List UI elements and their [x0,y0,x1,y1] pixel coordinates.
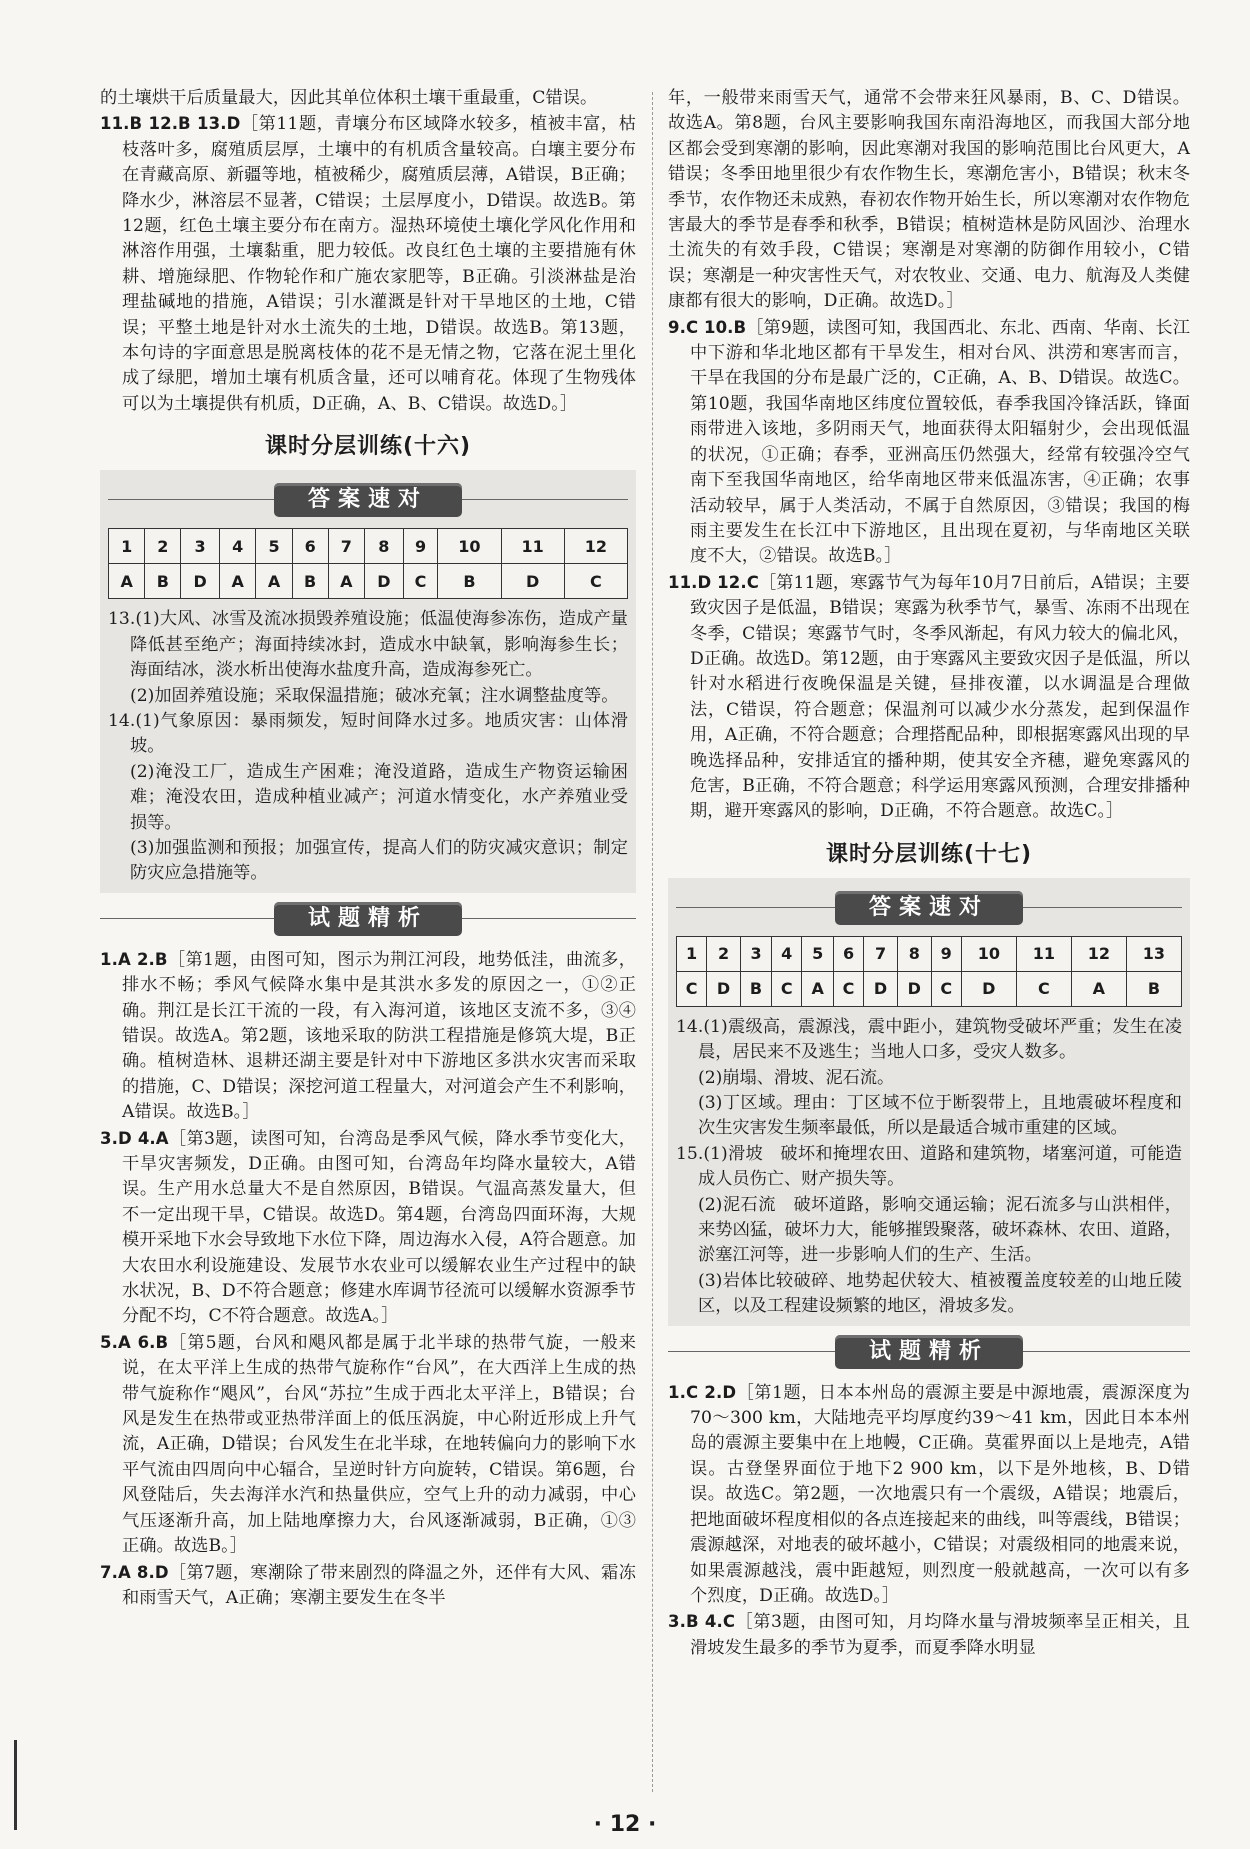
table-cell: 1 [677,936,707,971]
q-text: ［第5题，台风和飓风都是属于北半球的热带气旋，一般来说，在太平洋上生成的热带气旋称作“台风”，在大西洋上生成的热带气旋称作“飓风”，台风“苏拉”生成于西北太平洋上，B错误；台风是发生在热带或亚热带洋面上的低压涡旋，中心附近形成上升气流，A正确，D错误；台风发生在北半球，在地转偏向力的影响下水平气流由四周向中心辐合，呈逆时针方向旋转，C错误。第6题，台风登陆后，失去海洋水汽和热量供应，空气上升的动力减弱，中心气压逐渐升高，加上陆地摩擦力大，台风逐渐减弱，B正确，①③正确。故选B。］ [122,1332,636,1557]
table-cell: C [1016,971,1071,1006]
table-cell: C [833,971,863,1006]
q-text: ［第7题，寒潮除了带来剧烈的降温之外，还伴有大风、霜冻和雨雪天气，A正确；寒潮主要发生在冬半 [122,1562,636,1608]
section-title-16: 课时分层训练(十六) [264,434,472,460]
q-label: 11.B 12.B 13.D [100,114,241,134]
analysis-1-2 [100,947,636,1126]
table-cell: D [364,564,403,599]
q-label: 3.D 4.A [100,1128,169,1148]
page-number: · 12 · [593,1812,657,1837]
table-cell: 8 [897,936,931,971]
analysis-7-8 [100,1560,636,1612]
answer-q14-3: (3)丁区域。理由：丁区域不位于断裂带上，且地震破坏程度和次生灾害发生频率最低，所以是最适合城市重建的区域。 [698,1093,1182,1139]
right-column [668,86,1190,1661]
q-label: 7.A 8.D [100,1562,169,1582]
q-label: 1.C 2.D [668,1382,737,1402]
table-cell: 13 [1126,936,1181,971]
table-cell: 2 [145,529,181,564]
table-cell: 3 [181,529,220,564]
table-cell: C [677,971,707,1006]
table-cell: B [740,971,771,1006]
table-cell: 3 [740,936,771,971]
q-label: 5.A 6.B [100,1332,169,1352]
table-cell: A [109,564,145,599]
answer-q14-3: (3)加强监测和预报；加强宣传，提高人们的防灾减灾意识；制定防灾应急措施等。 [130,837,628,884]
column-divider [652,92,653,1792]
table-cell: 5 [256,529,292,564]
table-cell: B [438,564,501,599]
table-cell: A [328,564,364,599]
answer-q14-1: 14.(1)气象原因：暴雨频发，短时间降水过多。地质灾害：山体滑坡。 [108,710,628,757]
table-cell: 11 [501,529,564,564]
answer-q15-2: (2)泥石流 破坏道路，影响交通运输；泥石流多与山洪相伴，来势凶猛，破坏力大，能够摧毁聚落，破坏森林、农田、道路，淤塞江河等，进一步影响人们的生产、生活。 [698,1194,1182,1266]
analysis-17-1-2 [668,1380,1190,1610]
q-text: ［第1题，日本本州岛的震源主要是中源地震，震源深度为70～300 km，大陆地壳平均厚度约39～41 km，因此日本本州岛的震源主要集中在上地幔，C正确。莫霍界面以上是地壳，A错误。古登堡界面位于地下2 900 km，以下是外地核，B、D错误。故选C。第2题，一次地震只有一个震级，A错误；地震后，把地面破坏程度相似的各点连接起来的曲线，叫等震线，B错误；震源越深，对地表的破坏越小，C错误；对震级相同的地震来说，如果震源越浅，震中距越短，则烈度一般就越高，一次可以有多个烈度，D正确。故选D。］ [690,1382,1190,1606]
banner-label: 试题精析 [274,902,462,936]
table-cell: D [707,971,741,1006]
table-cell: 9 [931,936,961,971]
table-cell: C [564,564,627,599]
table-cell: 7 [328,529,364,564]
banner-label: 试题精析 [835,1335,1023,1369]
q-label: 11.D 12.C [668,572,759,592]
banner-label: 答案速对 [274,483,462,517]
table-cell: C [403,564,438,599]
banner-label: 答案速对 [835,891,1023,925]
answer-q14-1: 14.(1)震级高，震源浅，震中距小，建筑物受破坏严重；发生在凌晨，居民来不及逃生；当地人口多，受灾人数多。 [676,1016,1182,1063]
section-title-17: 课时分层训练(十七) [825,841,1033,867]
answer-block-16 [100,470,636,892]
table-cell: C [772,971,802,1006]
table-cell: 5 [802,936,834,971]
left-column [100,86,636,1611]
table-cell: B [292,564,328,599]
answer-block-17 [668,878,1190,1326]
table-cell: C [931,971,961,1006]
table-cell: 12 [564,529,627,564]
q-label: 1.A 2.B [100,949,168,969]
table-cell: 6 [833,936,863,971]
table-cell: 8 [364,529,403,564]
q-text: ［第11题，寒露节气为每年10月7日前后，A错误；主要致灾因子是低温，B错误；寒露为秋季节气，暴雪、冻雨不出现在冬季，C错误；寒露节气时，冬季风渐起，有风力较大的偏北风，D正确。故选D。第12题，由于寒露风主要致灾因子是低温，所以针对水稻进行夜晚保温是关键，昼排夜灌，以水调温是合理做法，C错误，符合题意；保温剂可以减少水分蒸发，起到保温作用，A正确，不符合题意；合理搭配品种，即根据寒露风出现的早晚选择品种，安排适宜的播种期，使其安全齐穗，避免寒露风的危害，B正确，不符合题意；科学运用寒露风预测，合理安排播种期，避开寒露风的影响，D正确，不符合题意。故选C。］ [690,572,1190,822]
analysis-5-6 [100,1330,636,1560]
answer-q14-2: (2)淹没工厂，造成生产困难；淹没道路，造成生产物资运输困难；淹没农田，造成种植业减产；河道水情变化，水产养殖业受损等。 [130,761,628,833]
answer-q14-2: (2)崩塌、滑坡、泥石流。 [698,1067,895,1088]
analysis-3-4 [100,1126,636,1330]
left-intro-text: 的土壤烘干后质量最大，因此其单位体积土壤干重最重，C错误。 [100,88,598,108]
table-cell: D [181,564,220,599]
answer-q13-1: 13.(1)大风、冰雪及流冰损毁养殖设施；低温使海参冻伤，造成产量降低甚至绝产；海面持续冰封，造成水中缺氧，影响海参生长；海面结冰，淡水析出使海水盐度升高，造成海参死亡。 [108,609,628,681]
table-cell: 1 [109,529,145,564]
table-cell: B [1126,971,1181,1006]
table-cell: 10 [961,936,1016,971]
table-row-numbers [109,529,628,564]
analysis-banner-16 [100,899,636,939]
right-q11-12 [668,570,1190,825]
table-cell: D [897,971,931,1006]
table-cell: A [256,564,292,599]
table-cell: 9 [403,529,438,564]
table-cell: A [220,564,256,599]
right-q9-10 [668,315,1190,570]
q-text: ［第11题，青壤分布区域降水较多，植被丰富，枯枝落叶多，腐殖质层厚，土壤中的有机质含量较高。白壤主要分布在青藏高原、新疆等地，植被稀少，腐殖质层薄，A错误，B正确；降水少，淋溶层不显著，C错误；土层厚度小，D错误。故选B。第12题，红色土壤主要分布在南方。湿热环境使土壤化学风化作用和淋溶作用强，土壤黏重，肥力较低。改良红色土壤的主要措施有休耕、增施绿肥、作物轮作和广施农家肥等，B正确。引淡淋盐是治理盐碱地的措施，A错误；引水灌溉是针对干旱地区的土地，C错误；平整土地是针对水土流失的土地，D错误。故选B。第13题，本句诗的字面意思是脱离枝体的花不是无情之物，它落在泥土里化成了绿肥，增加土壤有机质含量，还可以哺育花。体现了生物残体可以为土壤提供有机质，D正确，A、B、C错误。故选D。］ [122,114,636,414]
table-cell: B [145,564,181,599]
table-cell: 4 [220,529,256,564]
analysis-banner-17 [668,1332,1190,1372]
table-cell: 7 [864,936,898,971]
answer-table-17 [676,936,1182,1007]
table-cell: 12 [1071,936,1126,971]
table-cell: 10 [438,529,501,564]
analysis-17-3-4 [668,1609,1190,1661]
table-row-answers [677,971,1182,1006]
answer-q13-2: (2)加固养殖设施；采取保温措施；破冰充氧；注水调整盐度等。 [130,685,619,706]
table-row-answers [109,564,628,599]
q-text: ［第1题，由图可知，图示为荆江河段，地势低洼，曲流多，排水不畅；季风气候降水集中是其洪水多发的原因之一，①②正确。荆江是长江干流的一段，有入海河道，该地区支流不多，③④错误。故选A。第2题，该地采取的防洪工程措施是修筑大堤，B正确。植树造林、退耕还湖主要是针对中下游地区多洪水灾害而采取的措施，C、D错误；深挖河道工程量大，对河道会产生不利影响，A错误。故选B。］ [122,949,637,1123]
q-text: ［第3题，读图可知，台湾岛是季风气候，降水季节变化大，干旱灾害频发，D正确。由图可知，台湾岛年均降水量较大，A错误。生产用水总量大不是自然原因，B错误。气温高蒸发量大，但不一定出现干旱，C错误。故选D。第4题，台湾岛四面环海，大规模开采地下水会导致地下水位下降，周边海水入侵，A符合题意。加大农田水利设施建设、发展节水农业可以缓解农业生产过程中的缺水状况，B、D不符合题意；修建水库调节径流可以缓解水资源季节分配不均，C不符合题意。故选A。］ [122,1128,636,1327]
table-cell: D [864,971,898,1006]
answers-banner-17 [676,888,1182,928]
q-text: ［第9题，读图可知，我国西北、东北、西南、华南、长江中下游和华北地区都有干旱发生，相对台风、洪涝和寒害而言，干旱在我国的分布是最广泛的，C正确，A、B、D错误。故选C。第10题，我国华南地区纬度位置较低，春季我国冷锋活跃，锋面雨带进入该地，多阴雨天气，地面获得太阳辐射少，会出现低温的状况，①正确；春季，亚洲高压仍然强大，经常有较强冷空气南下至我国华南地区，给华南地区带来低温冻害，④正确；农事活动较早，属于人类活动，不属于自然原因，③错误；我国的梅雨主要发生在长江中下游地区，且出现在夏初，与华南地区关联度不大，②错误。故选B。］ [690,317,1190,567]
table-cell: 6 [292,529,328,564]
table-cell: D [961,971,1016,1006]
table-cell: 4 [772,936,802,971]
table-cell: A [1071,971,1126,1006]
answer-q15-3: (3)岩体比较破碎、地势起伏较大、植被覆盖度较差的山地丘陵区，以及工程建设频繁的地区，滑坡多发。 [698,1270,1182,1317]
table-cell: 2 [707,936,741,971]
q-label: 9.C 10.B [668,317,747,337]
table-cell: A [802,971,834,1006]
answers-banner-16 [108,480,628,520]
table-cell: 11 [1016,936,1071,971]
left-q11-13 [100,111,636,417]
answer-table-16 [108,528,628,599]
q-text: ［第3题，由图可知，月均降水量与滑坡频率呈正相关，且滑坡发生最多的季节为夏季，而夏季降水明显 [690,1612,1190,1658]
right-intro-text: 年，一般带来雨雪天气，通常不会带来狂风暴雨，B、C、D错误。故选A。第8题，台风主要影响我国东南沿海地区，而我国大部分地区都会受到寒潮的影响，因此寒潮对我国的影响范围比台风更大，A错误；冬季田地里很少有农作物生长，寒潮危害小，B错误；秋末冬季节，农作物还未成熟，春初农作物开始生长，所以寒潮对农作物危害最大的季节是春季和秋季，B错误；植树造林是防风固沙、治理水土流失的有效手段，C错误；寒潮是对寒潮的防御作用较小，C错误；寒潮是一种灾害性天气，对农牧业、交通、电力、航海及人类健康都有很大的影响，D正确。故选D。］ [668,88,1190,312]
answer-q15-1: 15.(1)滑坡 破坏和掩埋农田、道路和建筑物，堵塞河道，可能造成人员伤亡、财产损失等。 [676,1143,1182,1190]
table-row-numbers [677,936,1182,971]
table-cell: D [501,564,564,599]
q-label: 3.B 4.C [668,1612,736,1632]
